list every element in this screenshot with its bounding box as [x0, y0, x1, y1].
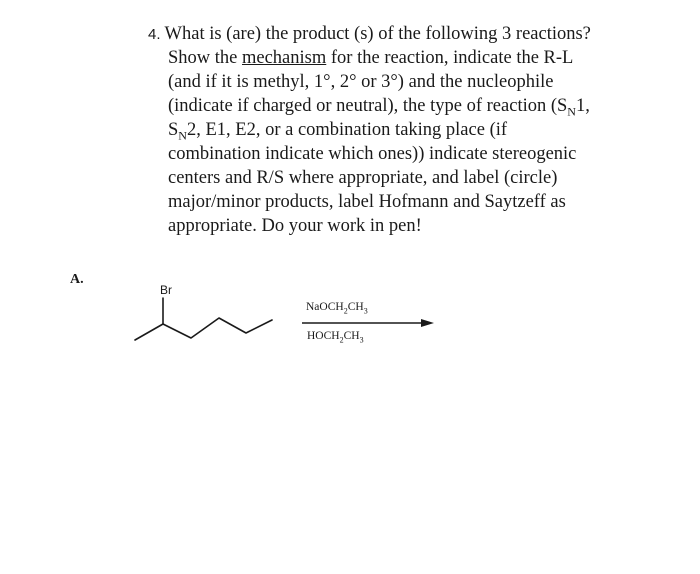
question-number: 4.: [148, 26, 161, 43]
question-line-8: major/minor products, label Hofmann and Saytzeff as: [168, 192, 566, 212]
skeletal-chain: [135, 318, 272, 340]
question-line-1: 4. What is (are) the product (s) of the following 3 reactions?: [148, 24, 591, 44]
question-line-6: combination indicate which ones)) indicate stereogenic: [168, 144, 577, 164]
question-line-5: $S_N2$, E1, E2, or a combination taking place (if: [168, 120, 508, 143]
reagent-sodium-ethoxide: $NaOCH_2CH_3$: [306, 301, 368, 316]
reaction-arrow-head: [421, 319, 434, 327]
question-line-3: (and if it is methyl, 1°, 2° or 3°) and the nucleophile: [168, 72, 554, 92]
mechanism-underlined: mechanism: [242, 48, 327, 68]
question-line-9: appropriate. Do your work in pen!: [168, 216, 422, 236]
question-line-2: Show the mechanism for the reaction, indicate the R-L: [168, 48, 574, 68]
bromine-label: Br: [160, 283, 172, 297]
question-line-4: (indicate if charged or neutral), the type of reaction ($S_N1$,: [168, 96, 590, 119]
solvent-ethanol: $HOCH_2CH_3$: [307, 330, 364, 345]
part-a-label: A.: [70, 272, 84, 287]
question-line-7: centers and R/S where appropriate, and label (circle): [168, 168, 558, 188]
